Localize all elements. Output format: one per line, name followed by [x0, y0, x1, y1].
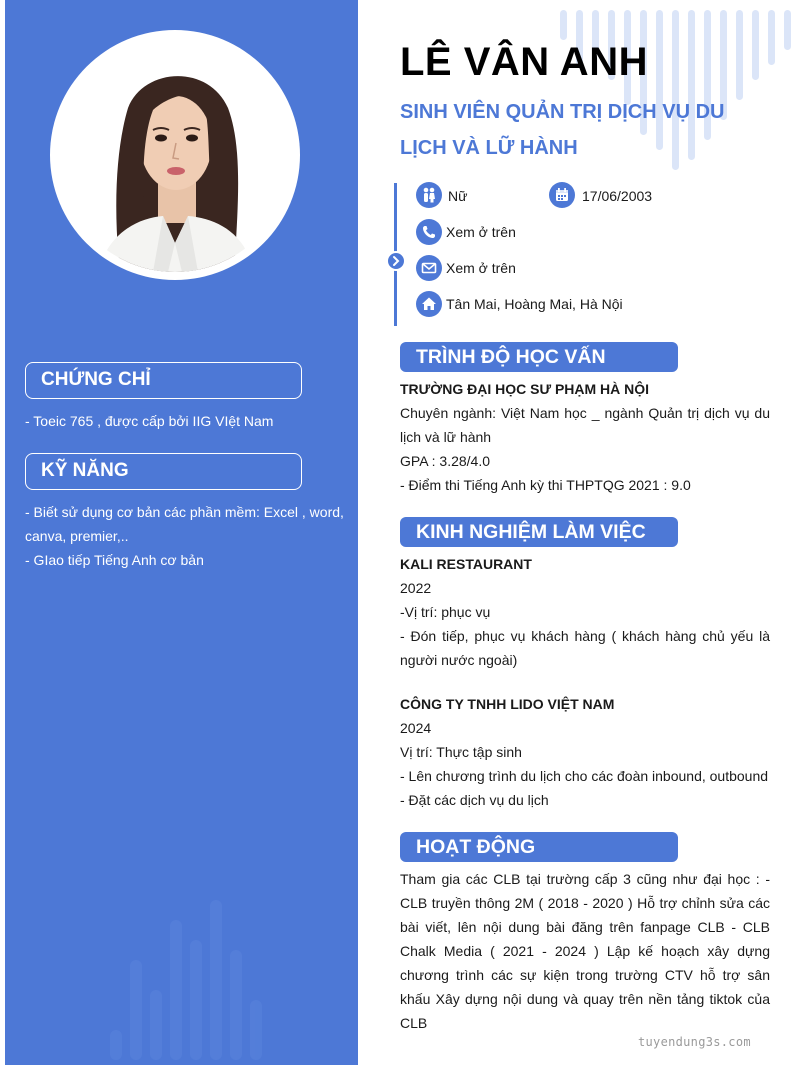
mail-icon [416, 255, 442, 281]
gender-icon [416, 182, 442, 208]
list-item: - Toeic 765 , được cấp bởi IIG VIệt Nam [25, 413, 274, 429]
role-line: LỊCH VÀ LỮ HÀNH [400, 137, 578, 159]
education-heading: TRÌNH ĐỘ HỌC VẤN [400, 342, 678, 372]
avatar [58, 38, 292, 272]
experience-job [400, 552, 770, 672]
list-item: - GIao tiếp Tiếng Anh cơ bản [25, 552, 204, 568]
decorative-bars [100, 880, 280, 1060]
skills-heading: KỸ NĂNG [25, 453, 302, 490]
education-section [400, 377, 770, 497]
job-company: CÔNG TY TNHH LIDO VIỆT NAM [400, 696, 615, 712]
gender-text: Nữ [448, 188, 468, 204]
certificates-list [25, 409, 347, 433]
candidate-name: LÊ VÂN ANH [400, 40, 648, 84]
experience-job [400, 692, 770, 812]
job-description: - Đón tiếp, phục vụ khách hàng ( khách hàng chủ yếu là người nước ngoài) [400, 628, 770, 668]
phone-text: Xem ở trên [446, 224, 516, 240]
chevron-right-icon [386, 251, 406, 271]
email-text: Xem ở trên [446, 260, 516, 276]
education-major: Chuyên ngành: Việt Nam học _ ngành Quản trị dịch vụ du lịch và lữ hành [400, 405, 770, 445]
calendar-icon [549, 182, 575, 208]
job-position: Vị trí: Thực tập sinh [400, 744, 522, 760]
job-position: -Vị trí: phục vụ [400, 604, 491, 620]
candidate-role [400, 94, 760, 166]
experience-heading: KINH NGHIỆM LÀM VIỆC [400, 517, 678, 547]
watermark: tuyendung3s.com [638, 1035, 751, 1049]
job-description: - Đặt các dịch vụ du lịch [400, 792, 549, 808]
job-year: 2022 [400, 580, 432, 596]
home-icon [416, 291, 442, 317]
birthday-text: 17/06/2003 [582, 188, 653, 204]
education-english-score: - Điểm thi Tiếng Anh kỳ thi THPTQG 2021 : 9.0 [400, 477, 691, 493]
education-gpa: GPA : 3.28/4.0 [400, 453, 491, 469]
job-year: 2024 [400, 720, 432, 736]
activities-text: Tham gia các CLB tại trường cấp 3 cũng như đại học : - CLB truyền thông 2M ( 2018 - 2020 ) Hỗ trợ chỉnh sửa các bài viết, lên nội dung bài đăng trên fanpage CLB - CLB Chalk Media ( 2021 - 2024 ) Lập kế hoạch xây dựng chương trình các sự kiện trong trường CTV hỗ trợ sân khấu Xây dựng nội dung và quay trên nền tảng tiktok của CLB [400, 871, 770, 1031]
phone-icon [416, 219, 442, 245]
job-description: - Lên chương trình du lịch cho các đoàn inbound, outbound [400, 768, 769, 784]
certificates-heading: CHỨNG CHỈ [25, 362, 302, 399]
address-text: Tân Mai, Hoàng Mai, Hà Nội [446, 296, 623, 312]
role-line: SINH VIÊN QUẢN TRỊ DỊCH VỤ DU [400, 101, 725, 123]
job-company: KALI RESTAURANT [400, 556, 532, 572]
school-name: TRƯỜNG ĐẠI HỌC SƯ PHẠM HÀ NỘI [400, 381, 650, 397]
activities-heading: HOẠT ĐỘNG [400, 832, 678, 862]
list-item: - Biết sử dụng cơ bản các phần mềm: Excel , word, canva, premier,.. [25, 504, 344, 544]
skills-list [25, 500, 347, 572]
